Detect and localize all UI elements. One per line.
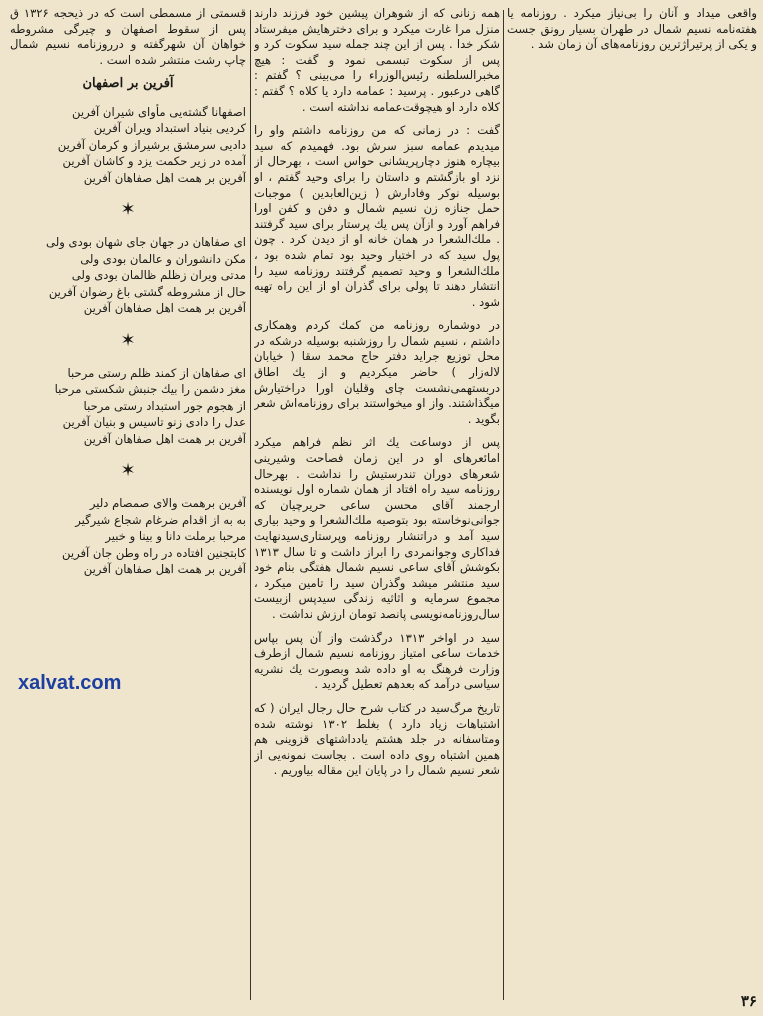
page-number: ۳۶ [740, 992, 757, 1010]
column-right [507, 6, 757, 1006]
column-middle [254, 6, 500, 1006]
star-separator-icon: ✶ [120, 199, 136, 221]
column-divider [503, 10, 504, 1000]
poem-stanza: اصفهانا گشته‌یی مأوای شیران آفرین کردیی بنیاد استبداد ویران آفرین دادیی سرمشق برشیراز و کرمان آفرین آمده در زیر حکمت یزد و کاشان آفرین آفرین بر همت اهل صفاهان آفرین [57, 104, 246, 185]
paragraph: پس از دوساعت یك اثر نظم فراهم میکرد امائعرهای او در این زمان فصاحت وشیرینی شعرهای دوران تندرستیش را نداشت . بهرحال روزنامه سید راه افتاد از همان شماره اول نویسنده ارجمند آقای محسن ساعی حریرچیان که جوانی‌نوخاسته بود بتوصیه ملك‌الشعرا و وحید بیاری سید آمد و دراتنشار روزنامه وپرستاری‌سیدنهایت فداکاری وجوانمردی را ابراز داشت و تا سال ۱۳۱۳ بکوشش آقای ساعی نسیم شمال هفتگی بنام خود سید منتشر میشد وگذران سید را تامین میکرد ، مجموع سرمایه و اثاثیه زندگی سیدپس ازبیست سال‌روزنامه‌نویسی پانصد تومان ارزش نداشت . [254, 435, 500, 621]
paragraph: تاریخ مرگ‌سید در کتاب شرح حال رجال ایران ( که اشتباهات زیاد دارد ) بغلط ۱۳۰۲ نوشته شده ومتاسفانه در جلد هشتم یادداشتهای قزوینی هم همین اشتباه روی داده است . بجاست نمونه‌یی از شعر نسیم شمال را در پایان این مقاله بیاوریم . [254, 700, 500, 778]
poem-stanza: ای صفاهان از کمند ظلم رستی مرحبا مغز دشمن را بیك جنبش شکستی مرحبا از هجوم جور استبداد رستی مرحبا عدل را دادی زنو تاسیس و بنیان آفرین آفرین بر همت اهل صفاهان آفرین [54, 365, 246, 446]
star-separator-icon: ✶ [120, 329, 136, 351]
poem [10, 104, 246, 578]
poem-intro: قسمتی از مسمطی است که در ذیحجه ۱۳۲۶ ق پس از سقوط اصفهان و چیرگی مشروطه خواهان آن شهرگفته و درروزنامه نسیم شمال چاپ رشت منتشر شده است . [10, 6, 246, 67]
poem-stanza: ای صفاهان در جهان جای شهان بودی ولی مکن دانشوران و عالمان بودی ولی مدتی ویران زظلم ظالمان بودی ولی حال از مشروطه گشتی باغ رضوان آفرین آفرین بر همت اهل صفاهان آفرین [46, 235, 246, 316]
paragraph: سید در اواخر ۱۳۱۳ درگذشت واز آن پس بپاس خدمات ساعی امتیاز روزنامه نسیم شمال ازطرف وزارت فرهنگ به او داده شد وبصورت یك نشریه سیاسی درآمد که بعدهم تعطیل گردید . [254, 630, 500, 692]
watermark: xalvat.com [18, 672, 122, 694]
paragraph: گفت : در زمانی که من روزنامه داشتم واو را میدیدم عمامه سبز سرش بود. فهمیدم که سید بیچاره هنوز دچارپریشانی حواس است ، بهرحال از نزد او بازگشتم و داستان را برای وحید گفتم ، او بوسیله نوکر وفادارش ( زین‌العابدین ) موجبات حمل جنازه زن نسیم شمال و دفن و کفن اورا فراهم آورد و ازآن پس یك پرستار برای سید گرفتند . ملك‌الشعرا در همان خانه او از دیدن کرد . چون پول سید که در اختیار وحید بود تمام شده بود ، ملك‌الشعرا و وحید تصمیم گرفتند روزنامه سید را انتشار دهند تا پولی برای گذران او از این راه تهیه شود . [254, 123, 500, 309]
paragraph: همه زنانی که از شوهران پیشین خود فرزند دارند منزل مرا غارت میکرد و برای دخترهایش میفرستاد شکر خدا . پس از این چند جمله سید سکوت کرد و پس از سکوت تبسمی نمود و گفت : هیچ مخبرالسلطنه رئیس‌الوزراء را می‌بینی ؟ گفتم : گاهی درعبور . پرسید : عمامه دارد یا کلاه ؟ گفتم : کلاه دارد او هیچوقت‌عمامه نداشته است . [254, 6, 500, 114]
column-divider [250, 10, 251, 1000]
paragraph: واقعی میداد و آنان را بی‌نیاز میکرد . روزنامه یا هفته‌نامه نسیم شمال در طهران بسیار رونق جست و یکی از پرتیراژترین روزنامه‌های آن زمان شد . [507, 6, 757, 52]
paragraph: در دوشماره روزنامه من کمك کردم وهمکاری داشتم ، نسیم شمال را روزشنبه بوسیله درشکه در محل توزیع جراید دفتر حاج محمد سقا ( خیابان لاله‌زار ) حاضر میکردیم و از یك اطاق دربستهمی‌نشست چای وقلیان اورا دراختیارش میگذاشتند. واز او میخواستند برای روزنامه‌اش شعر بگوید . [254, 318, 500, 426]
column-left [10, 6, 246, 1006]
poem-title: آفرین بر اصفهان [82, 76, 174, 92]
star-separator-icon: ✶ [120, 460, 136, 482]
poem-stanza: آفرین برهمت والای صمصام دلیر به به از اقدام ضرغام شجاع شیرگیر مرحبا برملت دانا و بینا و خبیر کابتجنین افتاده در راه وطن جان آفرین آفرین بر همت اهل صفاهان آفرین [62, 496, 246, 577]
